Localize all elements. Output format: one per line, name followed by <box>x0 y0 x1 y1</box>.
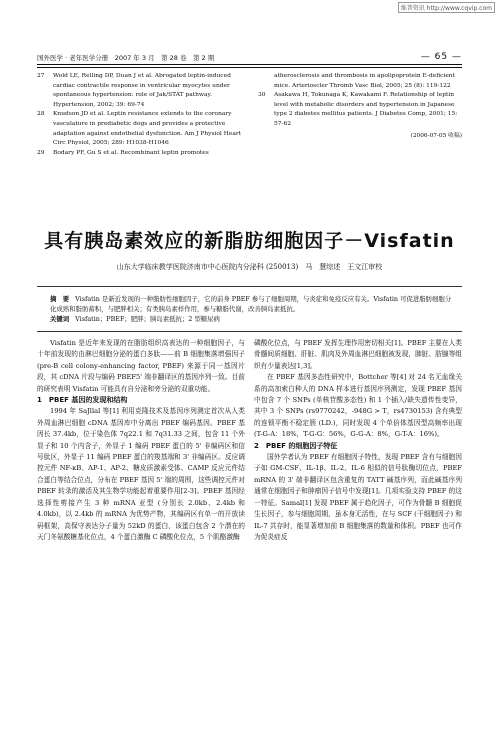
reference-item: 30 Asakawa H, Tokunaga K, Kawakami F. Relationship of leptin level with metabolic disorders and hypertension in Japanese type 2 diabetes mellitus patients. J Diabetes Comp, 2001; 15: 57-62 <box>258 92 458 127</box>
body-paragraph: 国外学者认为 PBEF 有细胞因子特性，发现 PBEF 含有与细胞因子如 GM-CSF、IL-1β、IL-2、IL-6 相似的信号肽酶切位点，PBEF mRNA 的 3' 端非翻译区包含重复的 TATT 碱基序列，而此碱基序列通常在细胞因子和肿瘤因子信号中发现[1]。几项实验支持 PBEF 的这一特征。Samal[1] 发现 PBEF 属于趋化因子，可作为骨髓 B 细胞促生长因子，参与细胞周期，虽本身无活性，在与 SCF (干细胞因子) 和 IL-7 共存时，能显著增加前 B 细胞集落的数量和体积。PBEF 也可作为促炎症反 <box>254 453 462 541</box>
keywords: Visfatin；PBEF；肥胖；胰岛素抵抗；2 型糖尿病 <box>75 315 220 323</box>
abstract-top-rule <box>37 286 462 287</box>
author-line: 山东大学临床教学医院济南市中心医院内分泌科 (250013) 马 慧综述 王文江审校 <box>116 263 383 271</box>
body-right-column <box>254 338 462 543</box>
abstract-block <box>50 294 455 324</box>
abstract-bottom-rule <box>37 331 462 332</box>
section-heading: 2 PBEF 的细胞因子特征 <box>254 441 338 450</box>
body-left-column <box>37 338 245 543</box>
header-rule <box>37 64 462 65</box>
references-right-column <box>258 72 462 141</box>
header-rule-thin <box>37 67 462 68</box>
body-paragraph: Visfatin 是近年来发现的在脂肪组织高表达的一种细胞因子，与十年前发现的由淋巴细胞分泌的蛋白多肽——前 B 细胞集落增强因子 (pre-B cell colony-enhancing factor, PBEF) 来源于同一基因片段，其 cDNA 片段与编码 PBEF5' 端非翻译区的基因序列一致。目前的研究表明 Visfatin 可能具有自分泌和旁分泌的双重功能。 <box>37 339 245 393</box>
body-paragraph: 1994 年 SaJllal 等[1] 利用克隆技术及基因序列测定首次从人类外周血淋巴细胞 cDNA 基因库中分离出 PBEF 编码基因。PBEF 基因长 37.4kb，位于染色体 7q22.1 和 7q31.33 之间，包含 11 个外显子和 10 个内含子，外显子 1 编码 PBEF 蛋白的 5' 非编码区和信号肽区，外显子 11 编码 PBEF 蛋白的羧基端和 3' 非编码区。反应调控元件 NF-κB、AP-1、AP-2、糖皮质激素受体、CAMP 反应元件结合蛋白等结合位点，分布在 PBEF 基因 5' 端的周围，这些调控元件对 PBEF 转录的激活及其生物学功能起着重要作用[2-3]。PBEF 基因经选择性剪接产生 3 种 mRNA 亚型 (分别长 2.0kb、2.4kb 和 4.0kb)，以 2.4kb 的 mRNA 为优势产物，其编码区有单一的开放读码框架，高保守表达分子量为 52kD 的蛋白，该蛋白包含 2 个潜在的天门冬氨酸糖基化位点，4 个蛋白激酶 C 磷酸化位点，5 个肌酪激酶 <box>37 407 245 541</box>
page-number: — 65 — <box>420 52 462 62</box>
reference-item: 28 Knudson JD et al. Leptin resistance extends to the coronary vasculature in prediabetic dogs and provides a protective adaptation against endothelial dysfunction. Am J Physiol Heart Circ Physiol, 2005; 289: H1038-H1046 <box>37 111 242 147</box>
references-left-column <box>37 72 243 158</box>
article-title: 具有胰岛素效应的新脂肪细胞因子－Visfatin <box>44 230 455 252</box>
keywords-label: 关键词 <box>50 315 70 323</box>
body-paragraph: 磷酸化位点，与 PBEF 发挥生理作用密切相关[1]。PBEF 主要在人类骨髓间质细胞、肝脏、肌肉及外周血淋巴细胞被发现，肺脏、肪腺等组织有少量表达[1,3]。 <box>254 339 462 370</box>
reference-item: atherosclerosis and thrombosis in apolipoprotein E-deficient mice. Arterioscler Thromb Vasc Biol, 2005; 25 (8): 119-122 <box>274 73 455 89</box>
watermark: 维普资讯 http://www.cqvip.com <box>398 2 495 13</box>
reference-item: 27 Wold LE, Relling DP, Duan J et al. Abrogated leptin-induced cardiac contractile response in ventricular myocytes under spontaneous hypertension: role of Jak/STAT pathway. Hypertension, 2002; 39: 69-74 <box>37 73 231 108</box>
section-heading: 1 PBEF 基因的发现和结构 <box>37 396 128 405</box>
body-paragraph: 在 PBEF 基因多态性研究中，Bottcher 等[4] 对 24 名无血缘关系的高加索白种人的 DNA 样本进行基因序列测定，发现 PBEF 基因中包含 7 个 SNPs (单核苷酸多态性) 和 1 个插入/缺失遗传性变异，其中 3 个 SNPs (rs9770242，-948G > T，rs4730153) 含有典型的连锁平衡不稳定簇 (LD.)，同时发现 4 个单倍体基因型高频率出现 (T-G-A：18%，T-G-G：56%，G-G-A：8%，G-T-A：16%)。 <box>254 373 462 439</box>
running-header <box>37 48 462 62</box>
journal-info: 国外医学 · 老年医学分册 2007 年 3 月 第 28 卷 第 2 期 <box>37 54 215 62</box>
abstract-body: Visfatin 是新近发现的一种脂肪性细胞因子，它的前身 PBEF 参与了细胞周期，与炎症和免疫反应有关。Visfatin 可促进脂肪细胞分化成熟和脂肪蓄积，与肥胖相关；有类胰岛素样作用，参与糖脂代谢，改善胰岛素抵抗。 <box>50 295 452 313</box>
reference-item: 29 Bodary PF, Gu S et al. Recombinant leptin promotes <box>37 149 209 156</box>
received-date: (2006-07-05 收稿) <box>410 132 462 139</box>
abstract-label: 摘 要 <box>50 295 70 303</box>
keywords-line <box>50 314 455 324</box>
abstract-text <box>50 294 455 314</box>
